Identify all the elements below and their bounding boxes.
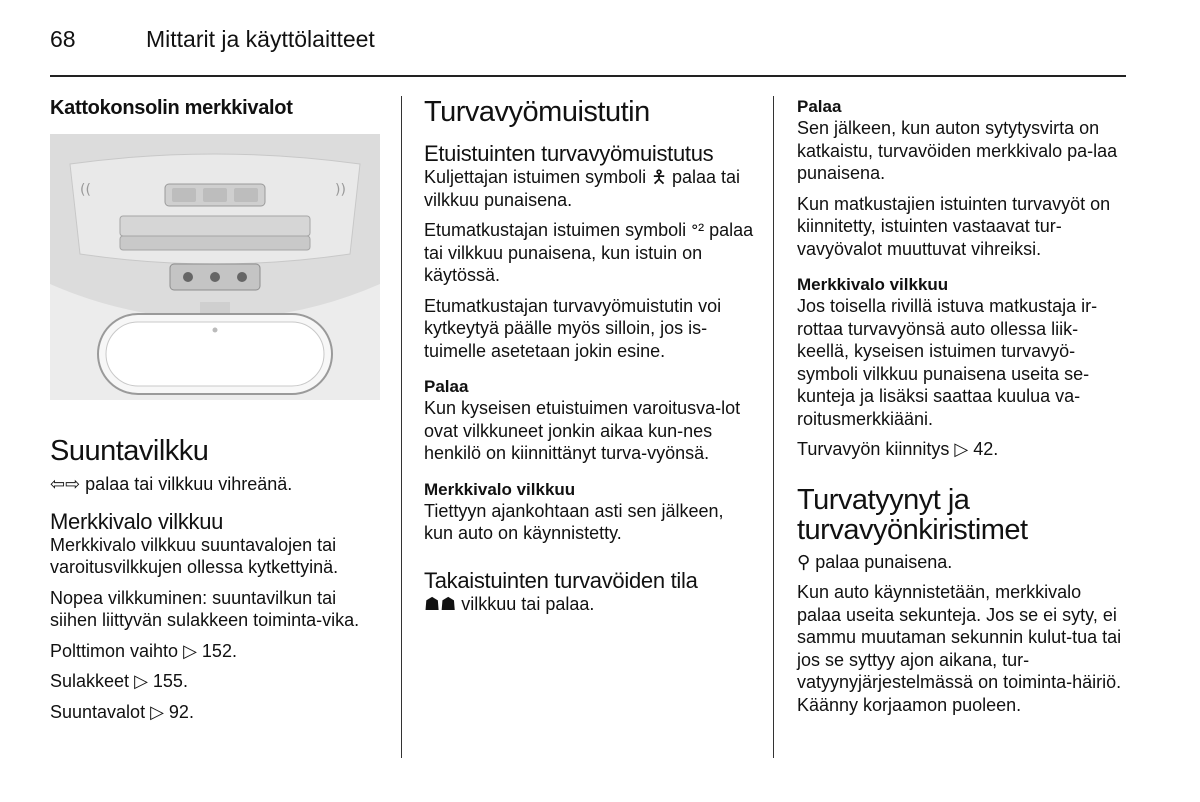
passenger-seatbelt-icon: ᐤ² <box>691 220 705 240</box>
seatbelt-reminder-heading: Turvavyömuistutin <box>424 96 650 128</box>
reference-fuses <box>50 670 382 693</box>
reference-label: Polttimon vaihto <box>50 640 184 661</box>
on-text-2: Kun matkustajien istuinten turvavyöt on kiinnitetty, istuinten vastaavat tur-vavyövalot muuttuvat vihreiksi. <box>797 193 1111 259</box>
turn-signal-heading: Suuntavilkku <box>50 435 209 467</box>
on-text-1: Sen jälkeen, kun auton sytytysvirta on katkaistu, turvavöiden merkkivalo pa-laa punaisena. <box>797 118 1118 183</box>
reference-seatbelt <box>797 438 1129 461</box>
column-1 <box>50 96 382 723</box>
reference-label: Turvavyön kiinnitys <box>797 439 955 459</box>
column-divider <box>773 96 774 758</box>
rear-seat-text-line <box>424 593 756 616</box>
airbag-paragraph: Kun auto käynnistetään, merkkivalo palaa useita sekunteja. Jos se ei syty, ei sammu muutaman sekunnin kulut-tua tai jos se syttyy ajon aikana, tur-vatyynyjärjestelmässä on toiminta-häiriö. Käänny korjaamon puoleen. <box>797 582 1122 715</box>
blink-subheading: Merkkivalo vilkkuu <box>424 479 576 499</box>
driver-seatbelt-icon: 🯅 <box>651 167 667 187</box>
rear-seat-subheading: Takaistuinten turvavöiden tila <box>424 567 698 593</box>
svg-text:((: (( <box>80 182 91 198</box>
roof-console-illustration <box>50 134 380 400</box>
column-divider <box>401 96 402 758</box>
airbag-icon: ⚲ <box>797 551 811 572</box>
blink-text: Jos toisella rivillä istuva matkustaja ir-rottaa turvavyönsä auto ollessa liik-keellä, kyseisen istuimen turvavyö-symboli vilkkuu punaisena useita se-kunteja ja lisäksi saattaa kuulua va-roitusmerkkiääni. <box>797 296 1098 429</box>
reference-page: 42. <box>968 439 999 459</box>
on-subheading: Palaa <box>797 97 842 116</box>
airbag-text-line <box>797 551 1129 574</box>
airbag-text: palaa punaisena. <box>810 551 953 572</box>
column-2 <box>424 96 756 615</box>
page-reference-triangle-icon: ▷ <box>150 701 164 722</box>
rear-seatbelt-status-icon: ☗☗ <box>424 593 457 614</box>
header-rule <box>50 75 1126 77</box>
page-number: 68 <box>50 26 76 52</box>
reference-label: Sulakkeet <box>50 671 135 691</box>
chapter-title: Mittarit ja käyttölaitteet <box>146 26 375 52</box>
driver-text-a: Kuljettajan istuimen symboli <box>424 167 652 187</box>
blink-text: Tiettyyn ajankohtaan asti sen jälkeen, kun auto on käynnistetty. <box>424 500 724 543</box>
page-reference-triangle-icon: ▷ <box>954 439 969 459</box>
reference-page: 152. <box>196 640 237 661</box>
reference-page: 155. <box>147 671 188 691</box>
on-text: Kun kyseisen etuistuimen varoitusva-lot ovat vilkkuneet jonkin aikaa kun-nes henkilö on kiinnittänyt turva-vyönsä. <box>424 398 741 463</box>
rear-seat-text: vilkkuu tai palaa. <box>456 593 595 614</box>
turn-signal-text: palaa tai vilkkuu vihreänä. <box>80 474 293 494</box>
front-seat-subheading: Etuistuinten turvavyömuistutus <box>424 141 714 166</box>
airbag-heading: Turvatyynyt ja turvavyönkiristimet <box>797 483 1028 546</box>
page-reference-triangle-icon: ▷ <box>134 671 148 691</box>
driver-symbol-text <box>424 166 756 211</box>
fast-blink-text: Nopea vilkkuminen: suuntavilkun tai siihen liittyvän sulakkeen toiminta-vika. <box>50 587 360 630</box>
passenger-note: Etumatkustajan turvavyömuistutin voi kytkeytyä päälle myös silloin, jos is-tuimelle asetetaan jokin esine. <box>424 295 722 361</box>
turn-signal-arrows-icon: ⇦⇨ <box>50 474 81 494</box>
passenger-text-a: Etumatkustajan istuimen symboli <box>424 220 692 240</box>
driver-text-b: palaa tai vilkkuu punaisena. <box>424 167 741 210</box>
column-3 <box>797 96 1129 716</box>
turn-blink-subheading: Merkkivalo vilkkuu <box>50 508 224 534</box>
turn-blink-text: Merkkivalo vilkkuu suuntavalojen tai varoitusvilkkujen ollessa kytkettyinä. <box>50 534 339 577</box>
reference-bulb <box>50 640 382 663</box>
on-subheading: Palaa <box>424 377 469 396</box>
blink-subheading: Merkkivalo vilkkuu <box>797 275 949 294</box>
passenger-text-b: palaa tai vilkkuu punaisena, kun istuin on käytössä. <box>424 220 754 285</box>
passenger-symbol-text <box>424 219 756 287</box>
reference-turn-lights <box>50 701 382 724</box>
roof-console-heading: Kattokonsolin merkkivalot <box>50 97 293 119</box>
reference-label: Suuntavalot <box>50 701 151 722</box>
reference-page: 92. <box>163 701 194 722</box>
turn-signal-text-line <box>50 473 382 496</box>
svg-text:)): )) <box>335 182 346 198</box>
page-reference-triangle-icon: ▷ <box>183 640 197 661</box>
